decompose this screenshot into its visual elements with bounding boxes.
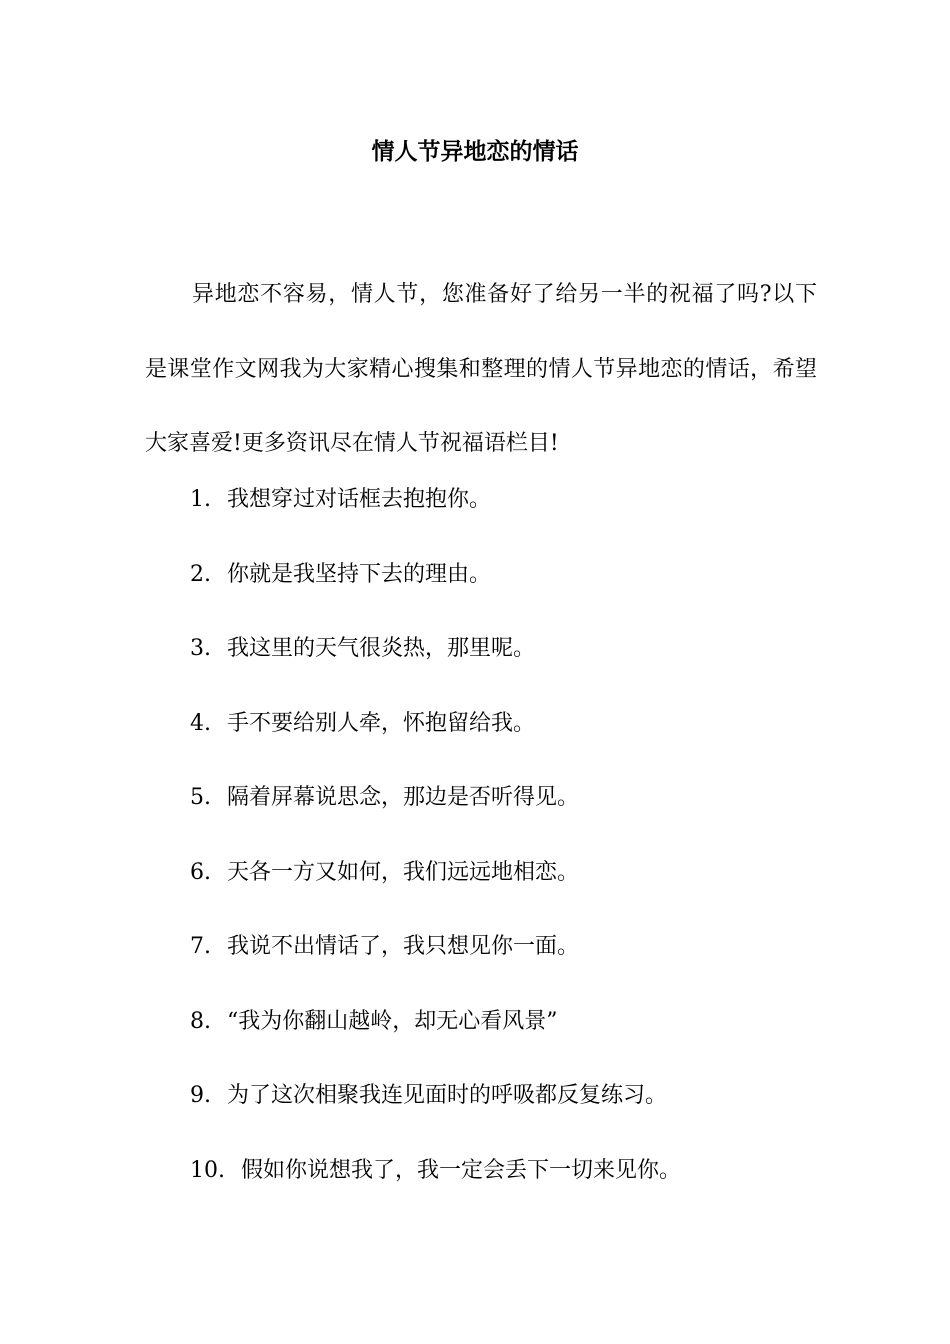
list-item (190, 778, 579, 818)
list-item-text: 为了这次相聚我连见面时的呼吸都反复练习。 (227, 1083, 668, 1108)
intro-paragraph: 异地恋不容易，情人节，您准备好了给另一半的祝福了吗?以下是课堂作文网我为大家精心搜集和整理的情人节异地恋的情话，希望大家喜爱!更多资讯尽在情人节祝福语栏目! (145, 282, 817, 456)
list-item-text: 我这里的天气很炎热，那里呢。 (227, 636, 536, 661)
list-item-number: 7. (190, 934, 211, 959)
list-item-number: 2. (190, 562, 211, 587)
list-item-text: 我想穿过对话框去抱抱你。 (227, 487, 492, 512)
list-item (190, 629, 535, 669)
list-item-number: 8. (190, 1009, 211, 1034)
list-item-number: 1. (190, 487, 211, 512)
list-item-text: 假如你说想我了，我一定会丢下一切来见你。 (241, 1158, 682, 1183)
list-item-number: 6. (190, 860, 211, 885)
list-item-text: 手不要给别人牵，怀抱留给我。 (227, 711, 536, 736)
list-item-number: 3. (190, 636, 211, 661)
list-item-text: 我说不出情话了，我只想见你一面。 (227, 934, 580, 959)
list-item (190, 1002, 558, 1042)
list-item-text: 你就是我坚持下去的理由。 (227, 562, 492, 587)
list-item-number: 4. (190, 711, 211, 736)
list-item (190, 1076, 667, 1116)
list-item-text: 隔着屏幕说思念，那边是否听得见。 (227, 785, 580, 810)
list-item-number: 9. (190, 1083, 211, 1108)
list-item (190, 927, 579, 967)
list-item-text: 天各一方又如何，我们远远地相恋。 (227, 860, 580, 885)
list-item (190, 1151, 681, 1191)
list-item (190, 480, 491, 520)
list-item-number: 10. (190, 1158, 225, 1183)
list-item (190, 704, 535, 744)
list-item (190, 853, 579, 893)
list-item-text: “我为你翻山越岭，却无心看风景” (227, 1009, 558, 1034)
list-item-number: 5. (190, 785, 211, 810)
document-title: 情人节异地恋的情话 (371, 139, 579, 165)
list-item (190, 555, 491, 595)
